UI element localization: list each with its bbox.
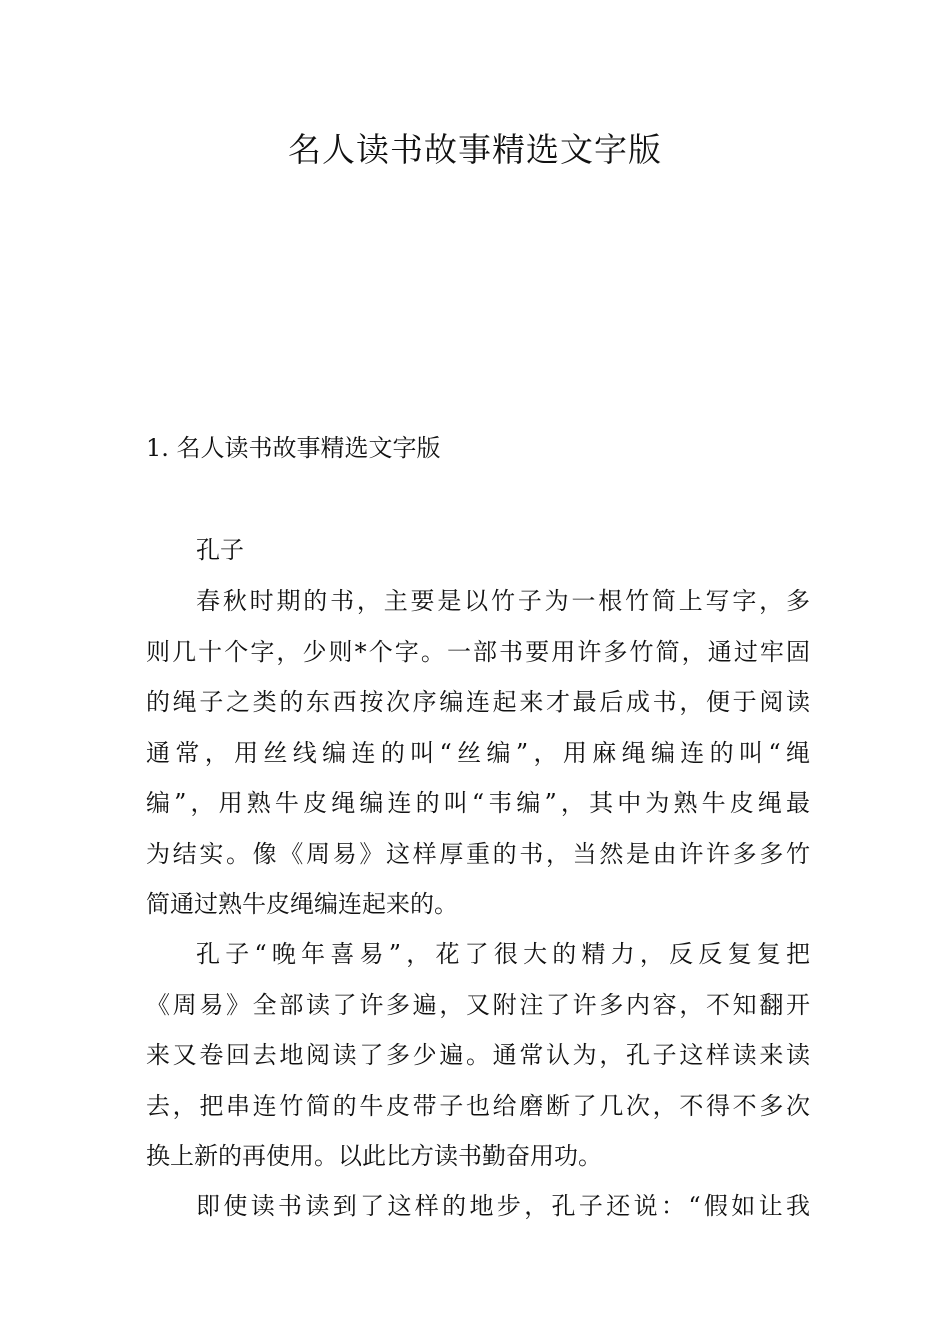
paragraph-2 bbox=[146, 929, 810, 1182]
paragraph-line: 《周易》全部读了许多遍，又附注了许多内容，不知翻开 bbox=[146, 990, 810, 1019]
document-title: 名人读书故事精选文字版 bbox=[288, 130, 662, 169]
paragraph-line: 的绳子之类的东西按次序编连起来才最后成书，便于阅读 bbox=[146, 688, 810, 716]
paragraph-line: 编”，用熟牛皮绳编连的叫“韦编”，其中为熟牛皮绳最 bbox=[146, 789, 810, 817]
story-subheading: 孔子 bbox=[196, 536, 244, 564]
paragraph-line: 即使读书读到了这样的地步，孔子还说：“假如让我 bbox=[196, 1192, 810, 1220]
paragraph-line: 简通过熟牛皮绳编连起来的。 bbox=[146, 890, 458, 918]
section-heading: 1. 名人读书故事精选文字版 bbox=[146, 434, 441, 462]
paragraph-line: 去，把串连竹简的牛皮带子也给磨断了几次，不得不多次 bbox=[146, 1091, 810, 1120]
paragraph-3 bbox=[146, 1181, 810, 1232]
paragraph-line: 则几十个字，少则*个字。一部书要用许多竹简，通过牢固 bbox=[146, 637, 810, 666]
paragraph-line: 通常，用丝线编连的叫“丝编”，用麻绳编连的叫“绳 bbox=[146, 738, 810, 767]
paragraph-line: 为结实。像《周易》这样厚重的书，当然是由许许多多竹 bbox=[146, 839, 810, 868]
paragraph-line: 孔子“晚年喜易”，花了很大的精力，反反复复把 bbox=[196, 940, 810, 968]
paragraph-1 bbox=[146, 576, 810, 930]
paragraph-line: 春秋时期的书，主要是以竹子为一根竹简上写字，多 bbox=[196, 587, 810, 615]
paragraph-line: 换上新的再使用。以此比方读书勤奋用功。 bbox=[146, 1142, 602, 1170]
paragraph-line: 来又卷回去地阅读了多少遍。通常认为，孔子这样读来读 bbox=[146, 1041, 810, 1069]
